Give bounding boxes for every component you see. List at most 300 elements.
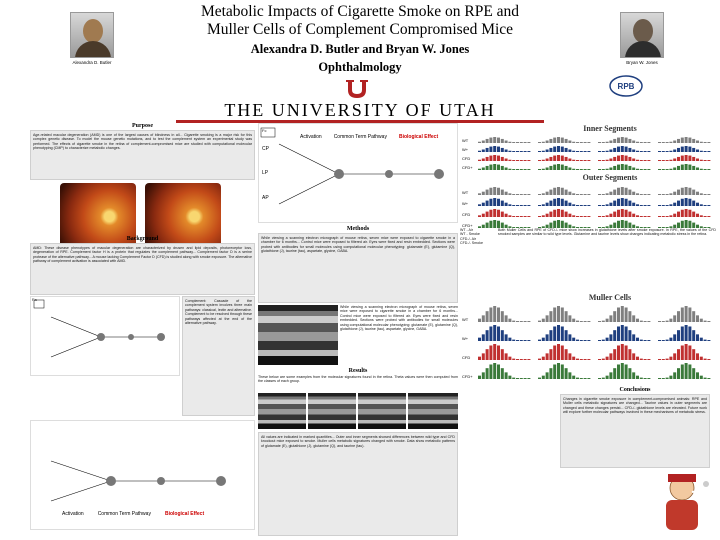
histogram-bar [493,344,496,360]
histogram-bar [542,151,545,152]
histogram-bar [524,169,527,170]
histogram-bar [549,166,552,170]
histogram-bar [486,166,489,170]
histogram-bar [685,146,688,152]
histogram-bar [609,141,612,143]
histogram-bar [700,193,703,195]
histogram-bar [692,368,695,379]
histogram-bar [497,147,500,152]
histogram-bar [576,216,579,217]
histogram-bar [696,214,699,217]
histogram-bar [572,142,575,143]
histogram-bar [625,210,628,217]
histogram-bar [704,169,707,170]
histogram-bar [602,205,605,206]
histogram-bar [609,203,612,206]
histogram-bar [617,221,620,228]
histogram-bar [576,378,579,379]
histogram-bar [628,157,631,161]
histogram-bar [478,357,481,360]
histogram-bar [557,187,560,195]
histogram-bar [565,139,568,143]
histogram-bar [572,215,575,217]
histogram-bar [576,151,579,152]
histogram-bar [692,139,695,143]
histogram-bar [489,326,492,341]
histogram-bar [621,155,624,161]
histogram-bar [542,376,545,379]
histogram-bar [501,349,504,360]
rpb-logo [608,74,644,98]
histogram-panel [478,164,530,170]
histogram-bar [625,345,628,360]
histogram-bar [553,156,556,161]
histogram-bar [546,168,549,170]
histogram-bar [681,326,684,341]
histogram-bar [520,378,523,379]
histogram-bar [542,215,545,217]
histogram-bar [553,147,556,152]
background-text: AMD: These disease phenotypes of macular degeneration are characterized by drusen and lipid deposits, photoreceptor loss, degeneration of RPE. Complement factor H is a protein that regulates the complement pathway... Complement factor D is a serine protease of the alternative pathway... A mouse lacking Complement Factor D (CFD) is studied along with smoke exposure. The alternative pathway of complement activation is associated with AMD. [30,243,255,295]
histogram-bar [482,334,485,341]
histogram-bar [527,142,530,143]
diagram-top-labels [300,125,438,143]
histogram-bar [662,378,665,379]
histogram-bar [696,141,699,143]
histogram-bar [707,151,710,152]
histogram-bar [647,151,650,152]
histogram-bar [497,138,500,143]
histogram-panel [478,325,530,341]
results-image-strip [258,393,458,429]
histogram-bar [565,190,568,195]
histogram-panel [598,198,650,206]
histogram-panel [598,137,650,143]
histogram-bar [628,368,631,379]
histogram-bar [516,378,519,379]
histogram-bar [673,168,676,170]
histogram-bar [576,142,579,143]
histogram-bar [576,359,579,360]
histogram-bar [584,378,587,379]
histogram-bar [669,169,672,170]
histogram-bar [688,210,691,217]
histogram-bar [685,363,688,379]
histogram-bar [580,216,583,217]
histogram-panel [598,306,650,322]
histogram-bar [587,194,590,195]
histogram-bar [584,160,587,161]
histogram-bar [677,190,680,195]
histogram-bar [486,148,489,152]
histogram-bar [640,160,643,161]
histogram-bar [658,216,661,217]
histogram-bar [516,142,519,143]
histogram-bar [493,155,496,161]
histogram-bar [662,142,665,143]
histogram-bar [561,199,564,206]
histogram-bar [520,216,523,217]
histogram-bar [700,215,703,217]
histogram-bar [636,215,639,217]
histogram-bar [482,353,485,360]
histogram-bar [508,151,511,152]
diagram-tag-lower-left: Fa [32,297,37,302]
histogram-bar [508,376,511,379]
chart-row-label: CFD [462,355,471,360]
histogram-panel [658,325,710,341]
histogram-bar [489,188,492,195]
histogram-bar [606,142,609,143]
histogram-bar [669,357,672,360]
histogram-bar [625,165,628,170]
histogram-bar [538,160,541,161]
histogram-bar [673,372,676,379]
histogram-bar [644,321,647,322]
histogram-bar [625,188,628,195]
histogram-panel [478,220,530,228]
histogram-bar [576,194,579,195]
histogram-bar [647,169,650,170]
histogram-bar [647,216,650,217]
histogram-bar [681,364,684,379]
histogram-bar [625,307,628,322]
chart-row-label: WT [462,138,469,143]
histogram-bar [669,338,672,341]
histogram-bar [486,330,489,341]
conclusions-text: Changes in cigarette smoke exposure in complement-compromised animals: RPE and Muller cells metabolic signatures are changed... Taurine values in outer segments are changed and these changes persist... CFD-/- glutathione levels are elevated. Future work will explore further molecular pathways involved in these mechanisms of metabolic stress. [560,394,710,468]
histogram-bar [696,203,699,206]
histogram-bar [572,160,575,161]
histogram-bar [628,148,631,152]
histogram-bar [568,334,571,341]
histogram-bar [617,364,620,379]
histogram-bar [692,311,695,322]
histogram-panel [538,155,590,161]
histogram-bar [546,353,549,360]
histogram-bar [568,159,571,161]
histogram-bar [493,137,496,143]
chart-row-label: W+ [462,147,469,152]
histogram-bar [501,148,504,152]
histogram-bar [486,311,489,322]
histogram-bar [542,169,545,170]
histogram-bar [628,349,631,360]
histogram-bar [662,216,665,217]
histogram-bar [666,216,669,217]
top-label-common-term: Common Term Pathway [333,134,387,140]
author-photo-left [70,12,114,58]
histogram-bar [508,204,511,206]
histogram-bar [662,205,665,206]
histogram-bar [580,321,583,322]
histogram-bar [584,194,587,195]
histogram-bar [553,221,556,228]
histogram-bar [538,169,541,170]
histogram-panel [598,363,650,379]
histogram-bar [584,321,587,322]
histogram-bar [580,378,583,379]
histogram-bar [632,334,635,341]
purpose-heading: Purpose [132,123,153,129]
histogram-bar [482,192,485,195]
histogram-bar [677,212,680,217]
histogram-bar [478,160,481,161]
histogram-bar [497,156,500,161]
histogram-bar [549,311,552,322]
histogram-bar [692,201,695,206]
histogram-bar [666,205,669,206]
histogram-bar [520,359,523,360]
histogram-bar [685,209,688,217]
histogram-bar [681,188,684,195]
histogram-panel [658,209,710,217]
histogram-bar [609,192,612,195]
histogram-bar [557,220,560,228]
histogram-bar [572,338,575,341]
histogram-bar [613,368,616,379]
histogram-bar [501,139,504,143]
histogram-bar [549,157,552,161]
histogram-bar [516,321,519,322]
histogram-bar [700,319,703,322]
histogram-bar [625,221,628,228]
histogram-bar [478,215,481,217]
histogram-bar [524,340,527,341]
histogram-bar [617,326,620,341]
muller-charts [460,292,716,384]
histogram-bar [520,205,523,206]
histogram-bar [493,363,496,379]
chart-row-label: CFD+ [462,223,473,228]
histogram-bar [561,307,564,322]
histogram-bar [489,345,492,360]
university-u-logo [344,78,370,100]
histogram-bar [557,363,560,379]
methods-caption: While viewing a scanning electron micrograph of mouse retina, seven mice were exposed to cigarette smoke in a chamber for 6 months... Control mice were exposed to filtered air. Eyes were fixed and resin embedded. Sections were probed with antibodies for small molecules using computational molecular phenotyping: glutamate (E), glutamine (Q), glutathione (J), taurine (tau), aspartate, glycine, GABA. [340,305,458,332]
histogram-bar [561,188,564,195]
histogram-bar [505,334,508,341]
muller-chart-svg [460,292,716,384]
histogram-bar [609,315,612,322]
histogram-bar [696,372,699,379]
histogram-panel [478,187,530,195]
histogram-bar [486,190,489,195]
results-intro: These below are some examples from the molecular signatures found in the retina. Theta values were then computed from the classes of each group. [258,375,458,384]
histogram-bar [482,203,485,206]
histogram-bar [685,198,688,206]
histogram-bar [478,142,481,143]
histogram-bar [621,363,624,379]
histogram-panel [538,137,590,143]
histogram-bar [538,321,541,322]
histogram-bar [632,214,635,217]
histogram-bar [568,214,571,217]
histogram-bar [598,205,601,206]
histogram-bar [572,169,575,170]
histogram-bar [628,212,631,217]
histogram-bar [617,156,620,161]
histogram-bar [606,357,609,360]
histogram-bar [493,209,496,217]
histogram-bar [658,151,661,152]
histogram-bar [527,160,530,161]
histogram-bar [565,148,568,152]
histogram-bar [704,216,707,217]
university-banner: THE UNIVERSITY OF UTAH [224,100,496,120]
histogram-bar [527,321,530,322]
histogram-panel [478,209,530,217]
histogram-panel [598,155,650,161]
histogram-bar [478,319,481,322]
histogram-bar [673,203,676,206]
histogram-bar [696,315,699,322]
histogram-bar [580,169,583,170]
histogram-bar [644,216,647,217]
histogram-bar [677,157,680,161]
histogram-bar [505,159,508,161]
histogram-bar [493,325,496,341]
histogram-bar [666,169,669,170]
histogram-bar [553,210,556,217]
histogram-bar [636,338,639,341]
legend [460,228,496,246]
histogram-bar [621,209,624,217]
conclusions-heading: Conclusions [619,387,651,393]
histogram-bar [673,159,676,161]
histogram-bar [677,201,680,206]
histogram-bar [632,141,635,143]
histogram-bar [669,204,672,206]
histogram-bar [640,169,643,170]
histogram-bar [572,193,575,195]
histogram-bar [613,148,616,152]
histogram-bar [538,205,541,206]
histogram-bar [685,306,688,322]
histogram-bar [617,188,620,195]
histogram-panel [658,146,710,152]
histogram-bar [576,340,579,341]
label-biological-effect: Biological Effect [164,511,205,517]
histogram-bar [497,345,500,360]
histogram-bar [565,157,568,161]
histogram-bar [625,138,628,143]
histogram-bar [524,205,527,206]
histogram-bar [486,157,489,161]
histogram-bar [688,165,691,170]
histogram-bar [606,193,609,195]
histogram-bar [617,307,620,322]
diagram-tag-top: Fc [262,128,267,133]
histogram-bar [565,166,568,170]
histogram-bar [549,212,552,217]
histogram-panel [538,306,590,322]
histogram-bar [613,311,616,322]
histogram-bar [602,169,605,170]
histogram-bar [696,168,699,170]
histogram-bar [613,349,616,360]
histogram-bar [621,220,624,228]
histogram-bar [613,212,616,217]
histogram-bar [497,210,500,217]
histogram-bar [625,364,628,379]
histogram-bar [572,204,575,206]
histogram-bar [617,210,620,217]
histogram-bar [486,139,489,143]
histogram-bar [677,330,680,341]
histogram-bar [538,216,541,217]
histogram-bar [568,150,571,152]
histogram-bar [644,142,647,143]
histogram-bar [628,190,631,195]
histogram-bar [557,137,560,143]
histogram-bar [505,141,508,143]
author-photo-right [620,12,664,58]
histogram-bar [636,142,639,143]
histogram-bar [568,372,571,379]
histogram-bar [553,307,556,322]
histogram-bar [644,160,647,161]
histogram-bar [632,159,635,161]
histogram-bar [549,330,552,341]
histogram-bar [568,192,571,195]
histogram-bar [606,204,609,206]
histogram-bar [704,321,707,322]
histogram-bar [561,210,564,217]
histogram-bar [508,319,511,322]
histogram-bar [489,364,492,379]
histogram-bar [501,166,504,170]
histogram-bar [688,221,691,228]
histogram-bar [692,190,695,195]
legend-item: CFD-/- Smoke [460,241,483,246]
histogram-panel [658,187,710,195]
histogram-bar [512,151,515,152]
histogram-bar [538,378,541,379]
histogram-bar [561,156,564,161]
histogram-bar [658,142,661,143]
histogram-bar [598,169,601,170]
histogram-panel [598,220,650,228]
histogram-bar [587,160,590,161]
top-label-biological-effect: Biological Effect [398,134,439,140]
histogram-bar [520,194,523,195]
histogram-bar [516,205,519,206]
histogram-bar [688,188,691,195]
histogram-bar [662,194,665,195]
histogram-panel [478,363,530,379]
histogram-bar [508,160,511,161]
histogram-bar [640,142,643,143]
histogram-bar [501,212,504,217]
histogram-bar [549,368,552,379]
histogram-bar [546,372,549,379]
histogram-bar [658,160,661,161]
title-line-2: Muller Cells of Complement Compromised Mice [206,21,514,38]
histogram-bar [553,165,556,170]
histogram-bar [644,194,647,195]
histogram-bar [621,198,624,206]
histogram-bar [696,192,699,195]
histogram-bar [602,321,605,322]
chart-row-label: W+ [462,336,469,341]
histogram-bar [647,321,650,322]
histogram-bar [598,160,601,161]
histogram-bar [647,205,650,206]
histogram-bar [482,150,485,152]
histogram-bar [704,151,707,152]
chart-row-label: CFD [462,212,471,217]
